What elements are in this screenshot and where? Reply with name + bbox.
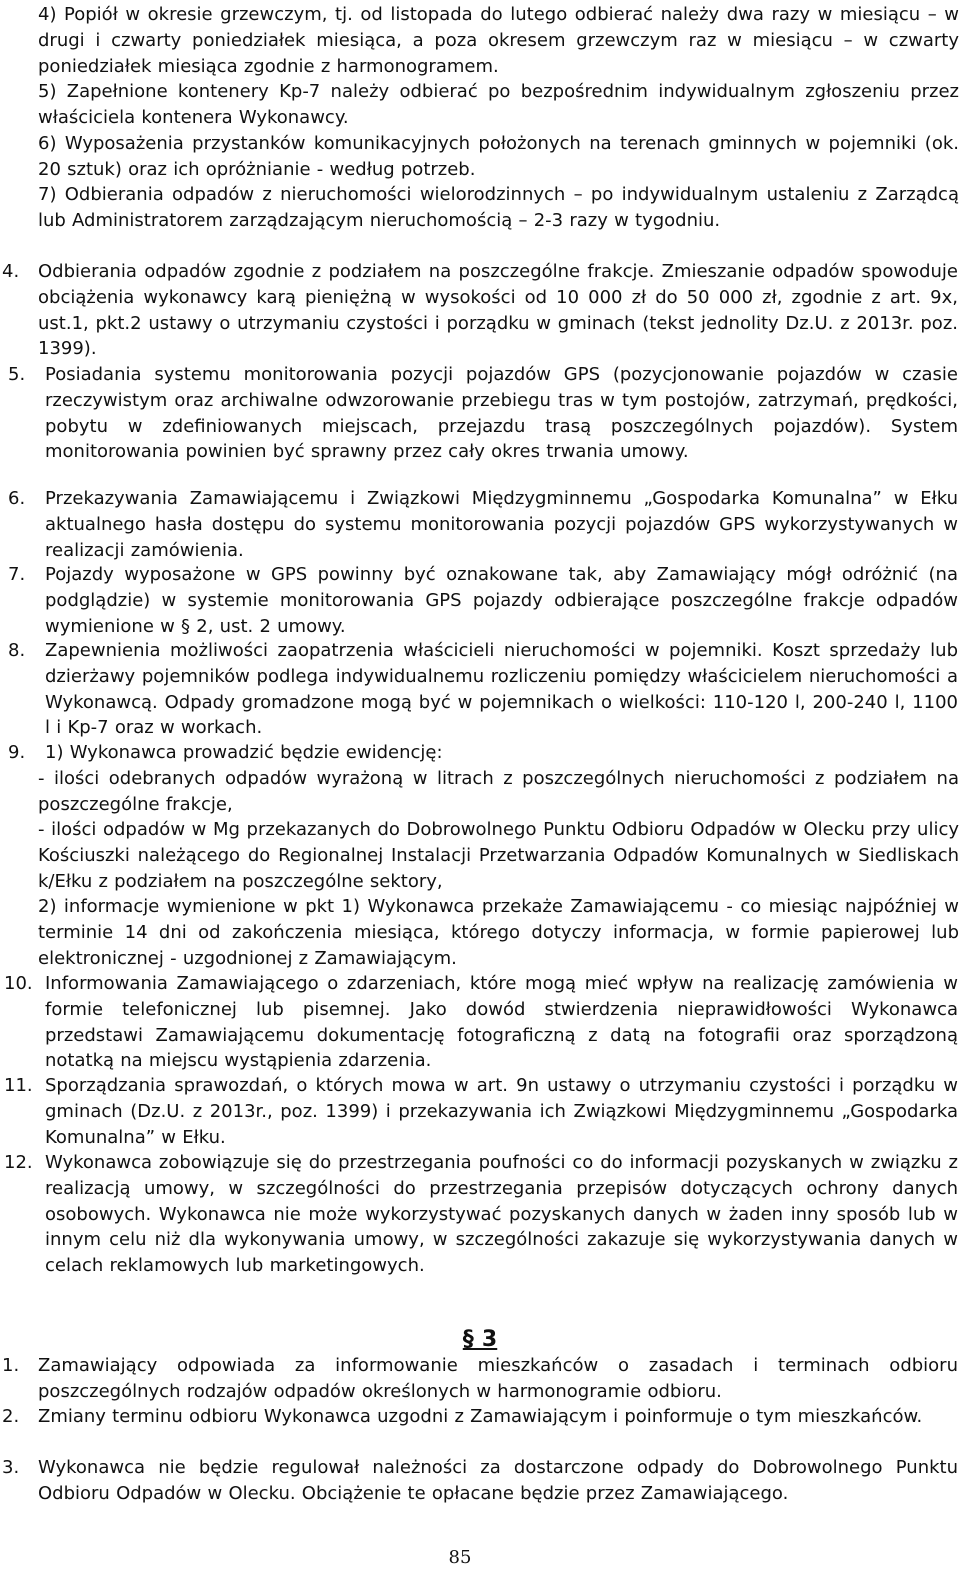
list-text: Sporządzania sprawozdań, o których mowa w art. 9n ustawy o utrzymaniu czystości i porządku w gminach (Dz.U. z 2013r., poz. 1399) i przekazywania ich Związkowi Międzygminnemu „Gospodarka Komunalna” w Ełku. [45, 1075, 958, 1148]
list-number: 11. [4, 1075, 33, 1096]
paragraph-multifamily [38, 182, 959, 234]
list-text: Wykonawca nie będzie regulował należności za dostarczone odpady do Dobrowolnego Punktu Odbioru Odpadów w Olecku. Obciążenie te opłacane będzie przez Zamawiającego. [38, 1457, 958, 1504]
paragraph-text: 7) Odbierania odpadów z nieruchomości wielorodzinnych – po indywidualnym ustaleniu z Zarządcą lub Administratorem zarządzającym nieruchomością – 2-3 razy w tygodniu. [38, 184, 959, 231]
list-number: 2. [2, 1406, 20, 1427]
list-text: Przekazywania Zamawiającemu i Związkowi Międzygminnemu „Gospodarka Komunalna” w Ełku aktualnego hasła dostępu do systemu monitorowania pozycji pojazdów GPS wykorzystywanych w realizacji zamówienia. [45, 488, 958, 561]
list-number: 10. [4, 973, 33, 994]
list-number: 4. [2, 261, 20, 282]
list-text: Wykonawca zobowiązuje się do przestrzegania poufności co do informacji pozyskanych w związku z realizacją umowy, w szczególności do przestrzegania przepisów dotyczących ochrony danych osobowych. Wykonawca nie może wykorzystywać pozyskanych danych w żaden inny sposób lub w innym celu niż dla wykonywania umowy, w szczególności zakazuje się wykorzystywania danych w celach reklamowych lub marketingowych. [45, 1152, 958, 1277]
list-text: Zmiany terminu odbioru Wykonawca uzgodni z Zamawiającym i poinformuje o tym mieszkańców. [38, 1406, 923, 1427]
paragraph-text: 6) Wyposażenia przystanków komunikacyjnych położonych na terenach gminnych w pojemniki (ok. 20 sztuk) oraz ich opróżnianie - według potrzeb. [38, 133, 959, 180]
list-text: 1) Wykonawca prowadzić będzie ewidencję: [45, 742, 443, 763]
list-text: Informowania Zamawiającego o zdarzeniach, które mogą mieć wpływ na realizację zamówienia w formie telefonicznej lub pisemnej. Jako dowód stwierdzenia nieprawidłowości Wykonawca przedstawi Zamawiającemu dokumentację fotograficzną z datą na fotografii oraz sporządzoną notatką na miejscu wystąpienia zdarzenia. [45, 973, 958, 1072]
list-number: 9. [8, 742, 26, 763]
list-number: 8. [8, 640, 26, 661]
evidence-litres [38, 766, 959, 818]
list-number: 1. [2, 1355, 20, 1376]
paragraph-text: 5) Zapełnione kontenery Kp-7 należy odbierać po bezpośrednim indywidualnym zgłoszeniu przez właściciela kontenera Wykonawcy. [38, 81, 959, 128]
list-number: 12. [4, 1152, 33, 1173]
list-text: Zamawiający odpowiada za informowanie mieszkańców o zasadach i terminach odbioru poszczególnych rodzajów odpadów określonych w harmonogramie odbioru. [38, 1355, 958, 1402]
paragraph-text: 4) Popiół w okresie grzewczym, tj. od listopada do lutego odbierać należy dwa razy w miesiącu – w drugi i czwarty poniedziałek miesiąca, a poza okresem grzewczym raz w miesiącu – w czwarty poniedziałek miesiąca zgodnie z harmonogramem. [38, 4, 959, 77]
list-text: Odbierania odpadów zgodnie z podziałem na poszczególne frakcje. Zmieszanie odpadów spowoduje obciążenia wykonawcy karą pieniężną w wysokości od 10 000 zł do 50 000 zł, zgodnie z art. 9x, ust.1, pkt.2 ustawy o utrzymaniu czystości i porządku w gminach (tekst jednolity Dz.U. z 2013r. poz. 1399). [38, 261, 958, 360]
paragraph-kp7-containers [38, 79, 959, 131]
paragraph-bus-stops [38, 131, 959, 183]
list-number: 5. [8, 364, 26, 385]
section-heading-text: § 3 [462, 1327, 498, 1352]
page-number: 85 [448, 1547, 472, 1568]
list-text: Posiadania systemu monitorowania pozycji pojazdów GPS (pozycjonowanie pojazdów w czasie rzeczywistym oraz archiwalne odwzorowanie przebiegu tras w tym postojów, zatrzymań, prędkości, pobytu w zdefiniowanych miejscach, przejazdu trasą poszczególnych pojazdów). System monitorowania powinien być sprawny przez cały okres trwania umowy. [45, 364, 958, 463]
list-number: 7. [8, 564, 26, 585]
section-heading [0, 1327, 960, 1353]
evidence-reporting [38, 894, 959, 971]
paragraph-text: - ilości odebranych odpadów wyrażoną w litrach z poszczególnych nieruchomości z podziałem na poszczególne frakcje, [38, 768, 959, 815]
list-text: Zapewnienia możliwości zaopatrzenia właścicieli nieruchomości w pojemniki. Koszt sprzedaży lub dzierżawy pojemników podlega indywidualnemu rozliczeniu pomiędzy właścicielem nieruchomości a Wykonawcą. Odpady gromadzone mogą być w pojemnikach o wielkości: 110-120 l, 200-240 l, 1100 l i Kp-7 oraz w workach. [45, 640, 958, 739]
list-number: 6. [8, 488, 26, 509]
evidence-mg [38, 817, 959, 894]
list-text: Pojazdy wyposażone w GPS powinny być oznakowane tak, aby Zamawiający mógł odróżnić (na podglądzie) w systemie monitorowania GPS pojazdy odbierające poszczególne frakcje odpadów wymienione w § 2, ust. 2 umowy. [45, 564, 958, 637]
paragraph-text: 2) informacje wymienione w pkt 1) Wykonawca przekaże Zamawiającemu - co miesiąc najpóźniej w terminie 14 dni od zakończenia miesiąca, którego dotyczy informacja, w formie papierowej lub elektronicznej - uzgodnionej z Zamawiającym. [38, 896, 959, 969]
paragraph-text: - ilości odpadów w Mg przekazanych do Dobrowolnego Punktu Odbioru Odpadów w Olecku przy ulicy Kościuszki należącego do Regionalnej Instalacji Przetwarzania Odpadów Komunalnych w Siedliskach k/Ełku z podziałem na poszczególne sektory, [38, 819, 959, 892]
list-number: 3. [2, 1457, 20, 1478]
paragraph-ash-collection [38, 2, 959, 79]
